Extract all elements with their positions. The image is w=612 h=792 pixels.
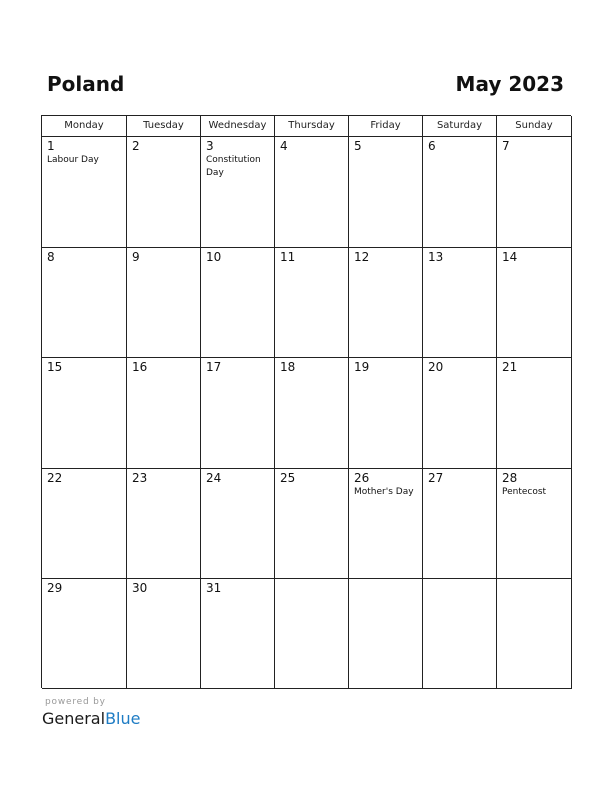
calendar-grid <box>41 115 571 688</box>
day-cell <box>349 358 423 469</box>
holiday-label: Mother's Day <box>354 487 414 497</box>
day-number: 27 <box>428 471 444 485</box>
day-number: 2 <box>132 139 140 153</box>
day-cell <box>497 358 572 469</box>
day-number: 3 <box>206 139 214 153</box>
day-cell <box>42 137 127 248</box>
holiday-label: Pentecost <box>502 487 547 497</box>
day-number: 28 <box>502 471 518 485</box>
day-number: 23 <box>132 471 148 485</box>
day-cell <box>42 469 127 579</box>
country-title: Poland <box>47 72 125 96</box>
day-cell <box>201 469 275 579</box>
day-cell <box>42 358 127 469</box>
day-number: 16 <box>132 360 148 374</box>
day-number: 22 <box>47 471 63 485</box>
day-number: 7 <box>502 139 510 153</box>
day-cell <box>42 248 127 358</box>
day-cell <box>349 469 423 579</box>
day-number: 24 <box>206 471 222 485</box>
day-cell-empty <box>349 579 423 689</box>
day-cell <box>423 137 497 248</box>
day-cell-empty <box>423 579 497 689</box>
day-cell <box>423 469 497 579</box>
day-number: 15 <box>47 360 63 374</box>
day-cell <box>275 137 349 248</box>
weekday-header: Wednesday <box>201 116 275 137</box>
day-cell <box>275 248 349 358</box>
day-number: 31 <box>206 581 222 595</box>
weekday-header: Friday <box>349 116 423 137</box>
weekday-header: Saturday <box>423 116 497 137</box>
day-cell <box>201 358 275 469</box>
footer-branding <box>42 696 140 729</box>
day-cell <box>201 579 275 689</box>
day-number: 8 <box>47 250 55 264</box>
holiday-label: Constitution Day <box>206 155 261 178</box>
day-number: 6 <box>428 139 436 153</box>
weekday-header: Monday <box>42 116 127 137</box>
day-number: 20 <box>428 360 444 374</box>
month-title: May 2023 <box>455 72 564 96</box>
powered-by-text: powered by <box>45 697 106 707</box>
day-cell <box>497 469 572 579</box>
day-number: 18 <box>280 360 296 374</box>
day-number: 10 <box>206 250 222 264</box>
day-number: 30 <box>132 581 148 595</box>
day-number: 17 <box>206 360 222 374</box>
day-cell <box>127 579 201 689</box>
day-cell <box>201 137 275 248</box>
logo-general-text: General <box>42 709 106 728</box>
day-cell <box>349 248 423 358</box>
weekday-header: Thursday <box>275 116 349 137</box>
day-number: 5 <box>354 139 362 153</box>
logo-blue-text: Blue <box>105 709 141 728</box>
day-cell <box>42 579 127 689</box>
day-cell <box>423 358 497 469</box>
day-number: 25 <box>280 471 296 485</box>
day-cell <box>127 137 201 248</box>
day-cell <box>201 248 275 358</box>
day-cell <box>349 137 423 248</box>
day-cell <box>497 137 572 248</box>
day-cell <box>497 248 572 358</box>
weekday-header: Tuesday <box>127 116 201 137</box>
day-cell-empty <box>275 579 349 689</box>
day-number: 26 <box>354 471 370 485</box>
day-number: 14 <box>502 250 518 264</box>
day-cell <box>127 248 201 358</box>
day-number: 21 <box>502 360 518 374</box>
day-number: 11 <box>280 250 296 264</box>
day-cell <box>275 469 349 579</box>
day-number: 13 <box>428 250 444 264</box>
day-number: 1 <box>47 139 55 153</box>
day-number: 29 <box>47 581 63 595</box>
day-number: 12 <box>354 250 370 264</box>
day-cell <box>275 358 349 469</box>
generalblue-logo[interactable] <box>42 709 140 729</box>
day-cell <box>127 469 201 579</box>
day-number: 9 <box>132 250 140 264</box>
day-cell <box>127 358 201 469</box>
holiday-label: Labour Day <box>47 155 99 165</box>
day-cell <box>423 248 497 358</box>
day-number: 4 <box>280 139 288 153</box>
weekday-header: Sunday <box>497 116 572 137</box>
day-cell-empty <box>497 579 572 689</box>
day-number: 19 <box>354 360 370 374</box>
